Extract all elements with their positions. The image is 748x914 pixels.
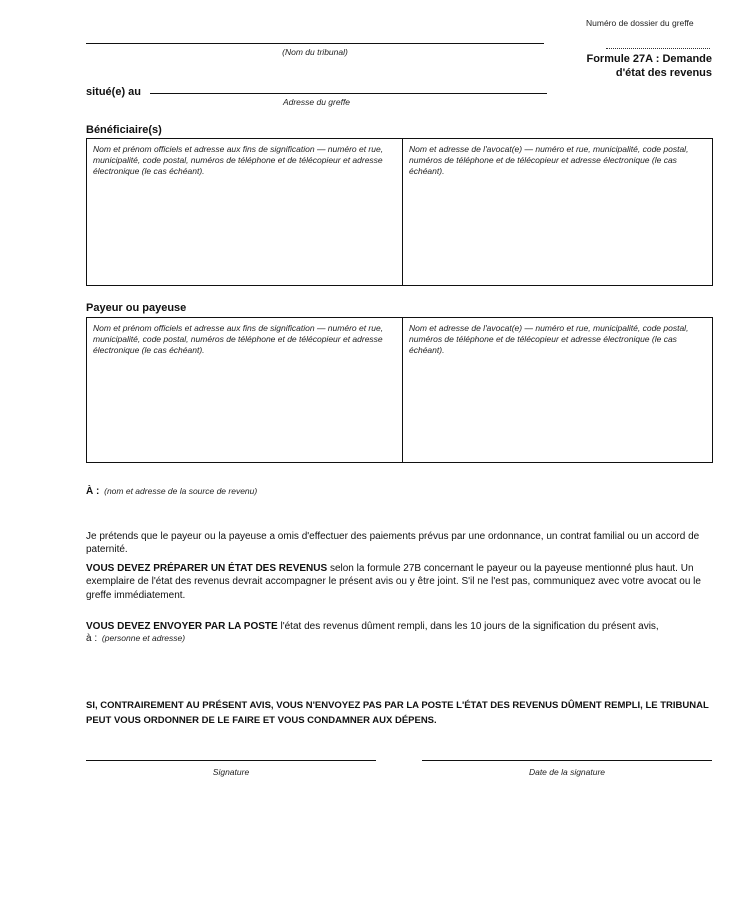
file-number-label: Numéro de dossier du greffe — [586, 18, 694, 28]
recipient-name-cell[interactable] — [87, 139, 403, 285]
prepare-paragraph-rest: selon la formule 27B concernant le payeur ou la payeuse mentionné plus haut. Un exemplaire de l'état des revenus devrait accompagner le présent avis ou y être joint. S'il ne l'est pas, communiquez avec votre avocat ou le greffe immédiatement. — [86, 563, 701, 601]
signature-date-line[interactable] — [422, 760, 712, 761]
located-at-label: situé(e) au — [86, 86, 142, 98]
recipient-box — [86, 138, 713, 286]
payor-name-caption: Nom et prénom officiels et adresse aux fins de signification — numéro et rue, municipalité, code postal, numéros de téléphone et de télécopieur et adresse électronique (le cas échéant). — [93, 323, 384, 355]
payor-name-cell[interactable] — [87, 318, 403, 462]
mail-paragraph — [86, 620, 714, 633]
mail-to-line — [86, 633, 185, 644]
court-address-line[interactable] — [150, 93, 547, 94]
court-address-caption: Adresse du greffe — [282, 97, 351, 107]
payor-lawyer-cell[interactable] — [403, 318, 712, 462]
form-title-line2: d'état des revenus — [615, 67, 712, 79]
signature-caption: Signature — [212, 767, 250, 777]
mail-to-label: à : — [86, 633, 98, 644]
payor-heading: Payeur ou payeuse — [86, 302, 187, 314]
file-number-field[interactable] — [606, 44, 710, 49]
payor-box — [86, 317, 713, 463]
to-label: À : — [86, 486, 100, 497]
prepare-paragraph-bold: VOUS DEVEZ PRÉPARER UN ÉTAT DES REVENUS — [86, 563, 328, 574]
recipient-lawyer-cell[interactable] — [403, 139, 712, 285]
signature-date-caption: Date de la signature — [528, 767, 606, 777]
prepare-paragraph — [86, 562, 714, 602]
recipient-lawyer-caption: Nom et adresse de l'avocat(e) — numéro et rue, municipalité, code postal, numéros de téléphone et de télécopieur et adresse électronique (le cas échéant). — [409, 144, 689, 176]
warning-paragraph: SI, CONTRAIREMENT AU PRÉSENT AVIS, VOUS N'ENVOYEZ PAS PAR LA POSTE L'ÉTAT DES REVENUS DÛMENT REMPLI, LE TRIBUNAL PEUT VOUS ORDONNER DE LE FAIRE ET VOUS CONDAMNER AUX DÉPENS. — [86, 700, 709, 726]
recipient-heading: Bénéficiaire(s) — [86, 124, 162, 136]
mail-to-caption: (personne et adresse) — [101, 633, 186, 643]
payor-lawyer-caption: Nom et adresse de l'avocat(e) — numéro et rue, municipalité, code postal, numéros de téléphone et de télécopieur et adresse électronique (le cas échéant). — [409, 323, 689, 355]
to-caption: (nom et adresse de la source de revenu) — [104, 486, 258, 496]
mail-paragraph-bold: VOUS DEVEZ ENVOYER PAR LA POSTE — [86, 621, 278, 632]
signature-line[interactable] — [86, 760, 376, 761]
court-name-line[interactable] — [86, 43, 544, 44]
claim-paragraph: Je prétends que le payeur ou la payeuse a omis d'effectuer des paiements prévus par une ordonnance, un contrat familial ou un accord de paternité. — [86, 531, 700, 556]
to-field[interactable] — [110, 496, 712, 512]
recipient-name-caption: Nom et prénom officiels et adresse aux fins de signification — numéro et rue, municipalité, code postal, numéros de téléphone et de télécopieur et adresse électronique (le cas échéant). — [93, 144, 384, 176]
form-title-line1: Formule 27A : Demande — [586, 53, 712, 65]
mail-paragraph-rest: l'état des revenus dûment rempli, dans les 10 jours de la signification du présent avis, — [280, 621, 659, 632]
mail-to-field[interactable] — [86, 648, 714, 688]
court-name-caption: (Nom du tribunal) — [282, 47, 348, 57]
